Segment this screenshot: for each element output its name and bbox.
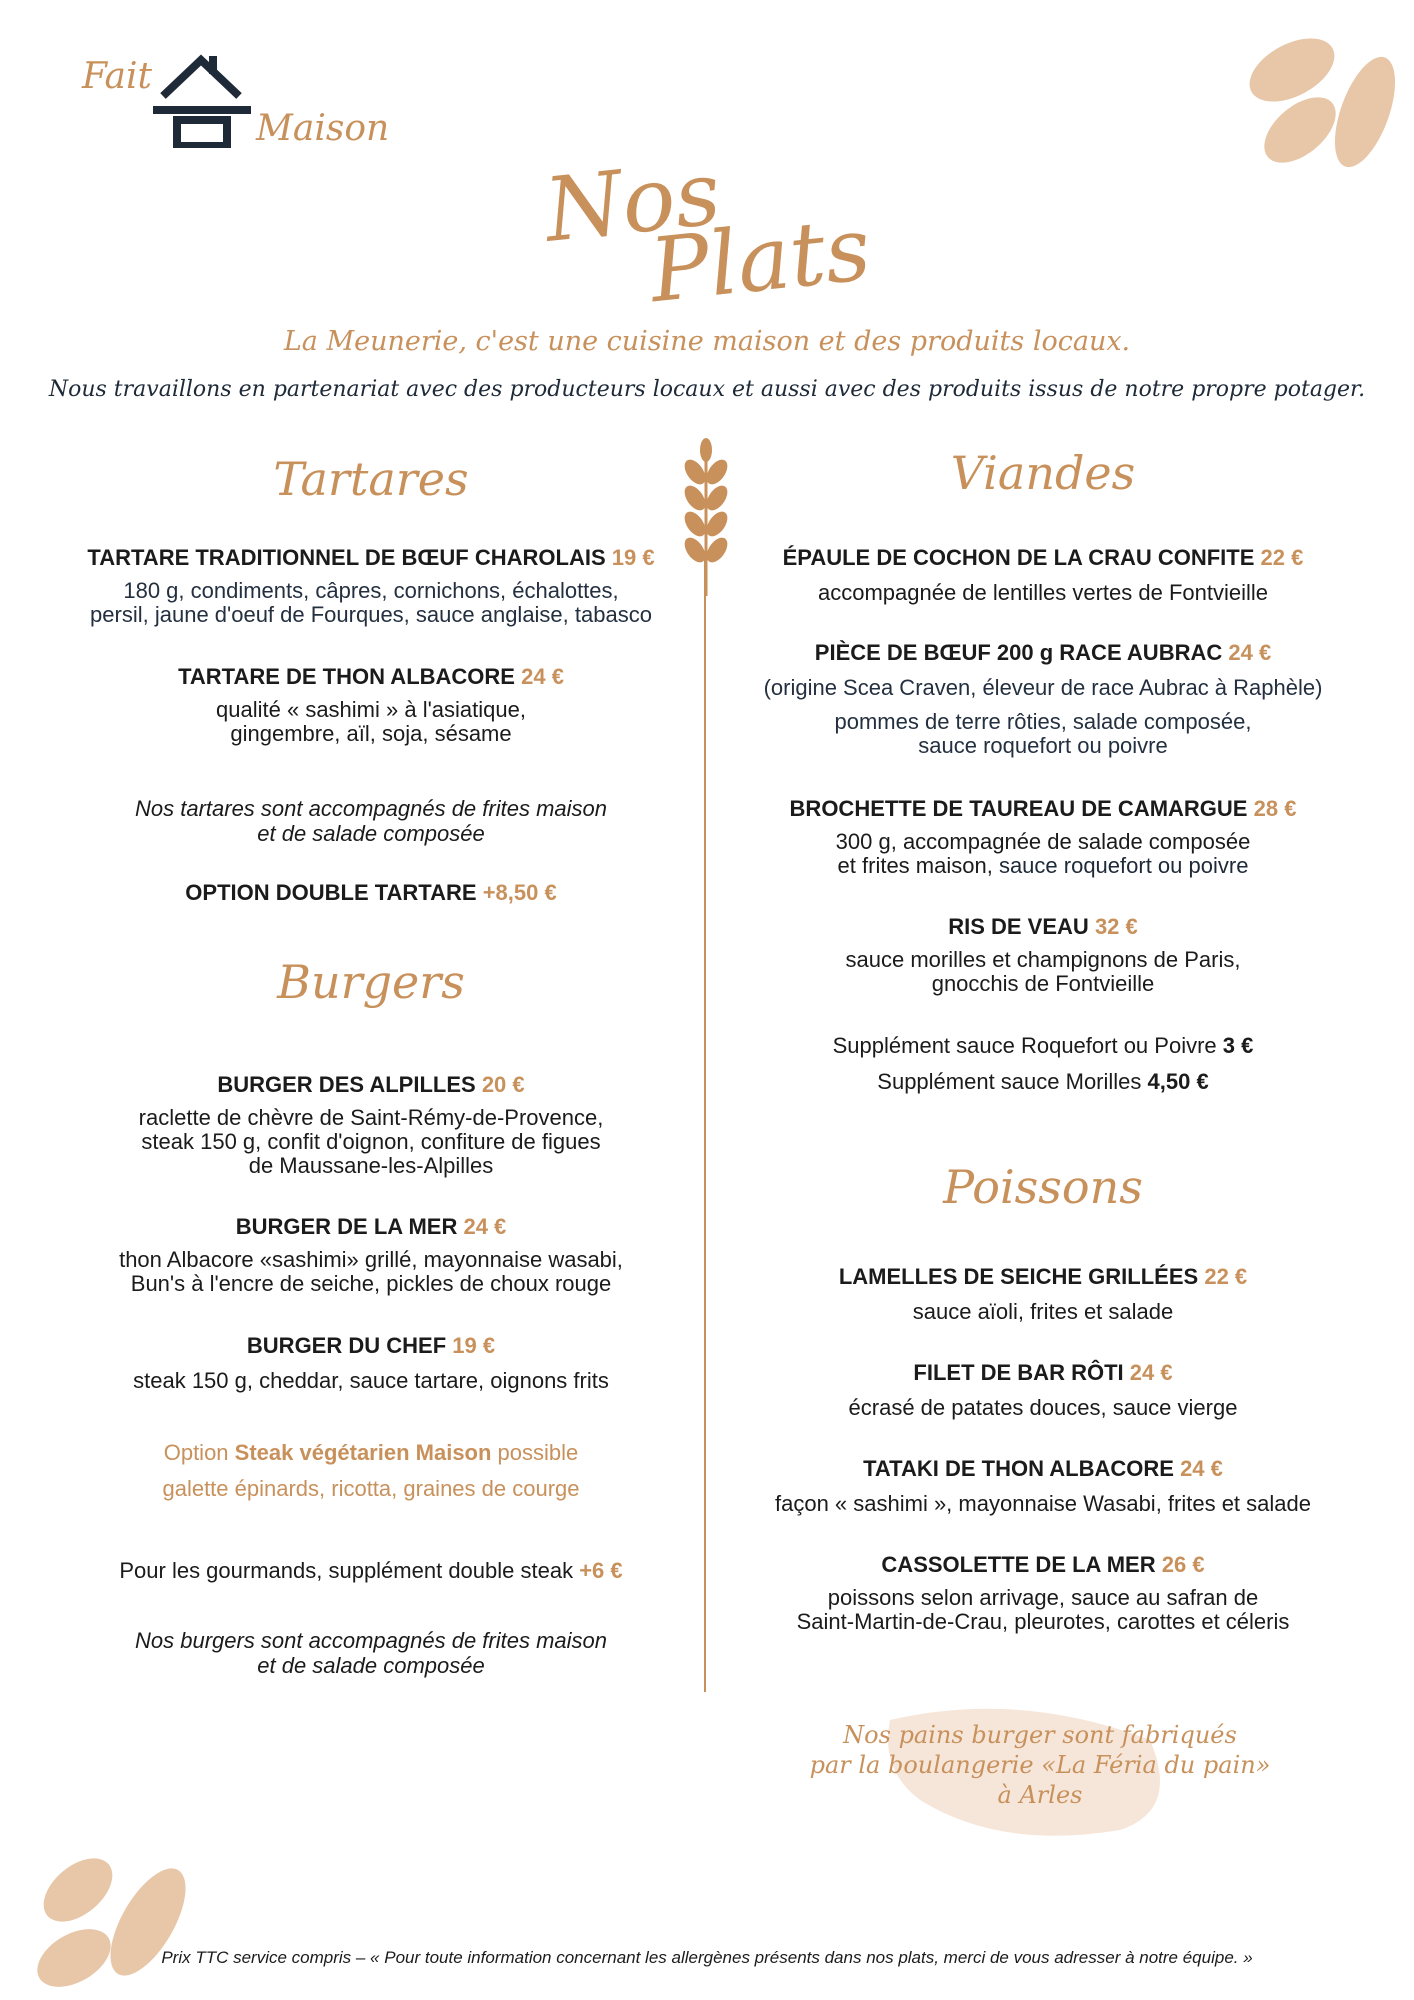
bread-note-line: à Arles <box>997 1781 1083 1809</box>
item-description: façon « sashimi », mayonnaise Wasabi, frites et salade <box>774 1491 1311 1516</box>
item-description: persil, jaune d'oeuf de Fourques, sauce anglaise, tabasco <box>90 602 652 627</box>
menu-item <box>728 1360 1358 1420</box>
menu-item <box>728 640 1358 758</box>
leaf-icon <box>1240 20 1400 170</box>
title-line1: Nos <box>540 141 726 262</box>
item-description: steak 150 g, cheddar, sauce tartare, oignons frits <box>133 1368 609 1393</box>
vegetarian-option <box>56 1440 686 1466</box>
supplement-price: 3 € <box>1222 1033 1254 1058</box>
item-price: 24 € <box>521 664 564 689</box>
menu-item <box>56 1072 686 1178</box>
item-origin: (origine Scea Craven, éleveur de race Aubrac à Raphèle) <box>763 675 1323 700</box>
menu-item <box>728 1552 1358 1634</box>
item-name: TARTARE DE THON ALBACORE <box>178 664 515 689</box>
menu-item <box>56 1333 686 1393</box>
note-line: Nos burgers sont accompagnés de frites maison <box>134 1628 607 1653</box>
item-name: FILET DE BAR RÔTI <box>913 1360 1124 1385</box>
bread-note-line: Nos pains burger sont fabriqués <box>843 1721 1237 1749</box>
item-price: 22 € <box>1204 1264 1248 1289</box>
note-line: Nos tartares sont accompagnés de frites maison <box>134 796 607 821</box>
item-description: pommes de terre rôties, salade composée, <box>834 709 1252 734</box>
item-price: 26 € <box>1161 1552 1205 1577</box>
bread-note <box>760 1720 1320 1810</box>
item-price: 22 € <box>1260 545 1304 570</box>
double-steak-supplement <box>56 1558 686 1584</box>
item-name: LAMELLES DE SEICHE GRILLÉES <box>838 1264 1199 1289</box>
item-description: sauce aïoli, frites et salade <box>912 1299 1174 1324</box>
item-price: 20 € <box>481 1072 525 1097</box>
item-description: gnocchis de Fontvieille <box>931 971 1155 996</box>
supplement-text: Supplément sauce Roquefort ou Poivre <box>832 1033 1217 1058</box>
vegetarian-description: galette épinards, ricotta, graines de courge <box>162 1476 580 1501</box>
option-price: +8,50 € <box>482 880 557 905</box>
item-name: BURGER DU CHEF <box>246 1333 447 1358</box>
sauce-supplement <box>728 1033 1358 1059</box>
menu-item <box>728 914 1358 996</box>
supplement-text: Pour les gourmands, supplément double steak <box>119 1558 574 1583</box>
item-name: RIS DE VEAU <box>948 914 1089 939</box>
title-line2: Plats <box>645 196 876 323</box>
item-description: et frites maison, <box>837 853 999 878</box>
item-price: 28 € <box>1253 796 1297 821</box>
burgers-note <box>56 1628 686 1678</box>
option-label: OPTION DOUBLE TARTARE <box>185 880 477 905</box>
column-divider <box>704 560 706 1692</box>
item-name: TARTARE TRADITIONNEL DE BŒUF CHAROLAIS <box>87 545 606 570</box>
item-name: PIÈCE DE BŒUF 200 g RACE AUBRAC <box>814 640 1223 665</box>
item-name: BURGER DE LA MER <box>235 1214 458 1239</box>
menu-item <box>728 1264 1358 1324</box>
item-description: écrasé de patates douces, sauce vierge <box>848 1395 1238 1420</box>
supplement-text: Supplément sauce Morilles <box>877 1069 1142 1094</box>
veg-highlight: Steak végétarien Maison <box>234 1440 492 1465</box>
menu-item <box>728 545 1358 605</box>
menu-item <box>56 545 686 627</box>
item-description: Saint-Martin-de-Crau, pleurotes, carottes et céleris <box>796 1609 1290 1634</box>
menu-item <box>56 1214 686 1296</box>
item-name: CASSOLETTE DE LA MER <box>881 1552 1156 1577</box>
tartares-note <box>56 796 686 846</box>
section-title-poissons: Poissons <box>943 1160 1143 1214</box>
section-title-burgers: Burgers <box>277 955 465 1009</box>
supplement-price: +6 € <box>579 1558 623 1583</box>
sauce-supplement <box>728 1069 1358 1095</box>
veg-suffix: possible <box>491 1440 579 1465</box>
item-description: sauce roquefort ou poivre <box>998 853 1249 878</box>
item-price: 24 € <box>463 1214 507 1239</box>
item-name: BROCHETTE DE TAUREAU DE CAMARGUE <box>789 796 1248 821</box>
note-line: et de salade composée <box>257 1653 485 1678</box>
item-description: poissons selon arrivage, sauce au safran de <box>827 1585 1259 1610</box>
intro-line2: Nous travaillons en partenariat avec des producteurs locaux et aussi avec des produits issus de notre propre potager. <box>48 377 1366 402</box>
fait-maison-logo <box>78 48 418 158</box>
item-name: BURGER DES ALPILLES <box>217 1072 476 1097</box>
item-price: 19 € <box>611 545 655 570</box>
item-description: thon Albacore «sashimi» grillé, mayonnaise wasabi, <box>119 1247 623 1272</box>
item-price: 24 € <box>1129 1360 1173 1385</box>
bread-note-line: par la boulangerie «La Féria du pain» <box>809 1751 1271 1779</box>
item-description: gingembre, aïl, soja, sésame <box>230 721 512 746</box>
menu-item <box>728 796 1358 878</box>
item-price: 32 € <box>1094 914 1138 939</box>
menu-item <box>728 1456 1358 1516</box>
item-description: sauce morilles et champignons de Paris, <box>845 947 1241 972</box>
page-title <box>0 141 1414 323</box>
menu-item <box>56 664 686 746</box>
logo-word-fait: Fait <box>82 56 152 97</box>
item-description: de Maussane-les-Alpilles <box>248 1153 494 1178</box>
item-price: 19 € <box>452 1333 496 1358</box>
item-name: ÉPAULE DE COCHON DE LA CRAU CONFITE <box>782 545 1255 570</box>
house-icon <box>133 48 263 148</box>
item-description: 300 g, accompagnée de salade composée <box>835 829 1251 854</box>
logo-word-maison: Maison <box>256 108 390 149</box>
section-title-tartares: Tartares <box>273 452 469 506</box>
item-description: 180 g, condiments, câpres, cornichons, échalottes, <box>123 578 619 603</box>
supplement-price: 4,50 € <box>1147 1069 1209 1094</box>
veg-prefix: Option <box>163 1440 235 1465</box>
intro-line1: La Meunerie, c'est une cuisine maison et des produits locaux. <box>283 326 1131 357</box>
item-description: steak 150 g, confit d'oignon, confiture de figues <box>141 1129 601 1154</box>
section-title-viandes: Viandes <box>950 446 1136 500</box>
footer-note: Prix TTC service compris – « Pour toute information concernant les allergènes présents dans nos plats, merci de vous adresser à notre équipe. » <box>161 1948 1253 1967</box>
item-description: raclette de chèvre de Saint-Rémy-de-Provence, <box>138 1105 604 1130</box>
item-description: qualité « sashimi » à l'asiatique, <box>216 697 526 722</box>
item-name: TATAKI DE THON ALBACORE <box>863 1456 1174 1481</box>
item-description: accompagnée de lentilles vertes de Fontvieille <box>817 580 1269 605</box>
item-price: 24 € <box>1228 640 1272 665</box>
tartare-option <box>56 880 686 906</box>
item-description: sauce roquefort ou poivre <box>918 733 1168 758</box>
item-description: Bun's à l'encre de seiche, pickles de choux rouge <box>130 1271 612 1296</box>
item-price: 24 € <box>1180 1456 1223 1481</box>
note-line: et de salade composée <box>257 821 485 846</box>
wheat-icon <box>678 436 734 596</box>
